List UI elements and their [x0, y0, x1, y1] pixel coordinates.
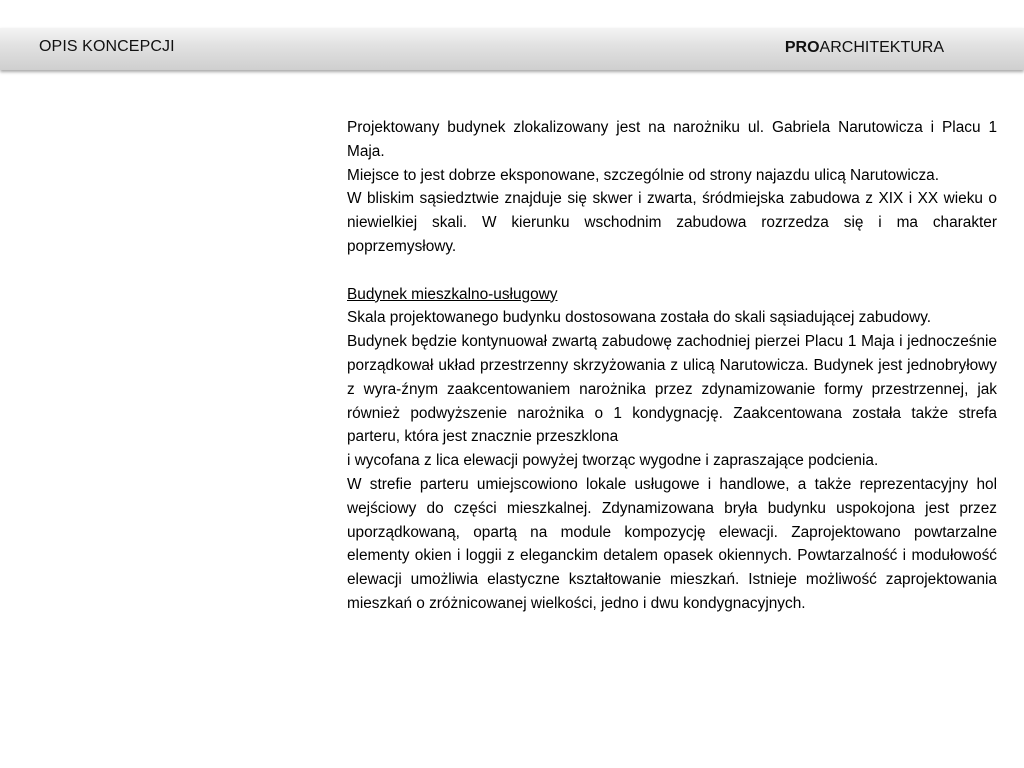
- paragraph-spacer: [347, 259, 997, 283]
- brand-logo-text: [785, 39, 944, 57]
- page-title: OPIS KONCEPCJI: [39, 38, 175, 55]
- paragraph-surroundings: W bliskim sąsiedztwie znajduje się skwer i zwarta, śródmiejska zabudowa z XIX i XX wieku o niewielkiej skali. W kierunku wschodnim zabudowa rozrzedza się i ma charakter poprzemysłowy.: [347, 190, 997, 255]
- brand-logo-rest: ARCHITEKTURA: [819, 39, 944, 56]
- paragraph-exposure: Miejsce to jest dobrze eksponowane, szczególnie od strony najazdu ulicą Narutowicza.: [347, 166, 939, 184]
- paragraph-location: Projektowany budynek zlokalizowany jest na narożniku ul. Gabriela Narutowicza i Placu 1 Maja.: [347, 119, 997, 160]
- section-heading: Budynek mieszkalno-usługowy: [347, 285, 558, 303]
- header-bar: [0, 28, 1024, 70]
- paragraph-scale: Skala projektowanego budynku dostosowana została do skali sąsiadującej zabudowy.: [347, 309, 932, 327]
- brand-logo-bold: PRO: [784, 39, 820, 56]
- paragraph-building-form: Budynek będzie kontynuował zwartą zabudowę zachodniej pierzei Placu 1 Maja i jednocześnie porządkował układ przestrzenny skrzyżowania z ulicą Narutowicza. Budynek jest jednobryłowy z wyra-źnym zaakcentowaniem narożnika przez zdynamizowanie formy przestrzennej, jak również podwyższenie narożnika o 1 kondygnację. Zaakcentowana została także strefa parteru, która jest znacznie przeszklona: [347, 333, 997, 446]
- paragraph-ground-floor: W strefie parteru umiejscowiono lokale usługowe i handlowe, a także reprezentacyjny hol wejściowy do części mieszkalnej. Zdynamizowana bryła budynku uspokojona jest przez uporządkowaną, opartą na module kompozycję elewacji. Zaprojektowano powtarzalne elementy okien i loggii z eleganckim detalem opasek okiennych. Powtarzalność i modułowość elewacji umożliwia elastyczne kształtowanie mieszkań. Istnieje możliwość zaprojektowania mieszkań o zróżnicowanej wielkości, jedno i dwu kondygnacyjnych.: [347, 475, 997, 612]
- paragraph-arcades: i wycofana z lica elewacji powyżej tworząc wygodne i zapraszające podcienia.: [347, 452, 879, 470]
- description-text-block: [347, 116, 997, 616]
